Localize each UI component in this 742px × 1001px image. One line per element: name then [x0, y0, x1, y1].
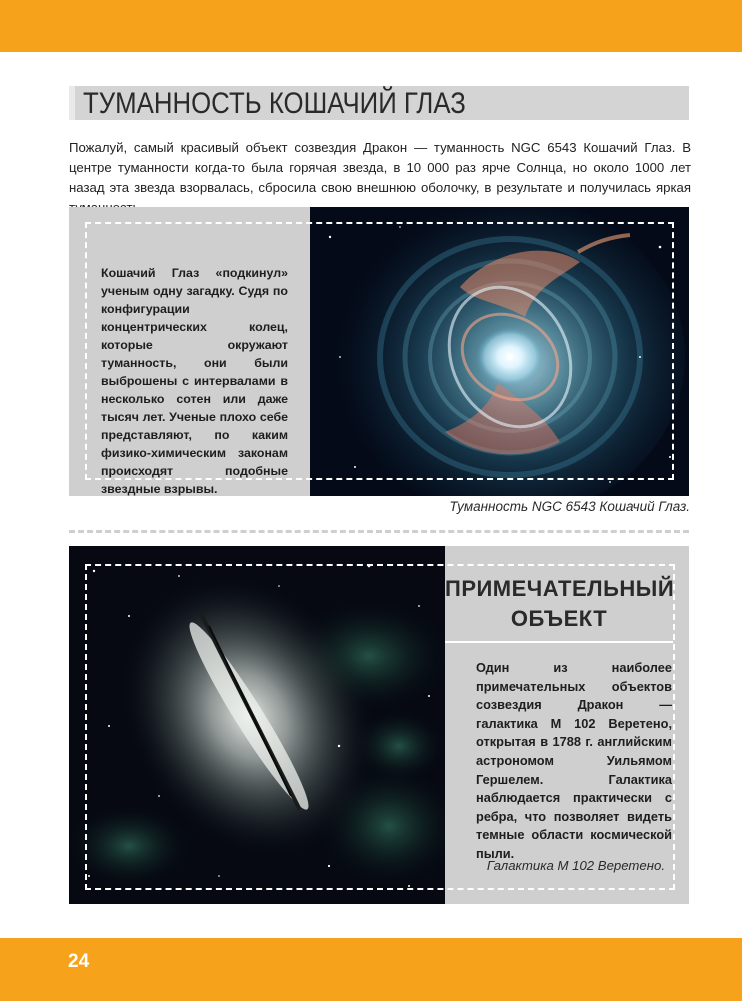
intro-paragraph: Пожалуй, самый красивый объект созвездия Дракон — туманность NGC 6543 Кошачий Глаз. В центре туманности когда-то была горячая звезда, в 10 000 раз ярче Солнца, но около 1000 лет назад эта звезда взорвалась, сбросила свою внешнюю оболочку, в результате и получилась яркая [69, 140, 691, 195]
title-bar [69, 86, 689, 120]
cats-eye-caption: Туманность NGC 6543 Кошачий Глаз. [449, 499, 690, 514]
page-title: ТУМАННОСТЬ КОШАЧИЙ ГЛАЗ [83, 87, 466, 120]
spindle-heading [445, 567, 673, 641]
heading-line-2: ОБЪЕКТ [510, 606, 608, 631]
heading-underline [445, 641, 673, 643]
top-orange-band [0, 0, 742, 52]
bottom-orange-band [0, 938, 742, 1001]
page-number: 24 [68, 951, 90, 972]
cats-eye-text: Кошачий Глаз «подкинул» ученым одну загадку. Судя по конфигурации концентрических колец, которые окружают туманность, они были выброшены с интервалами в несколько сотен или даже тысяч лет. Ученые плохо себе представляют, по каким физико-химическим законам происходят подобные звездные взрывы. [101, 266, 288, 496]
spindle-text: Один из наиболее примечательных объектов созвездия Дракон — галактика М 102 Веретено, открытая в 1788 г. английским астрономом Уильямом Гершелем. Галактика наблюдается практически с ребра, что позволяет видеть темные области космической пыли. [476, 660, 672, 861]
section-divider [69, 530, 689, 533]
spindle-caption: Галактика М 102 Веретено. [486, 858, 665, 873]
heading-line-1: ПРИМЕЧАТЕЛЬНЫЙ [445, 576, 675, 601]
